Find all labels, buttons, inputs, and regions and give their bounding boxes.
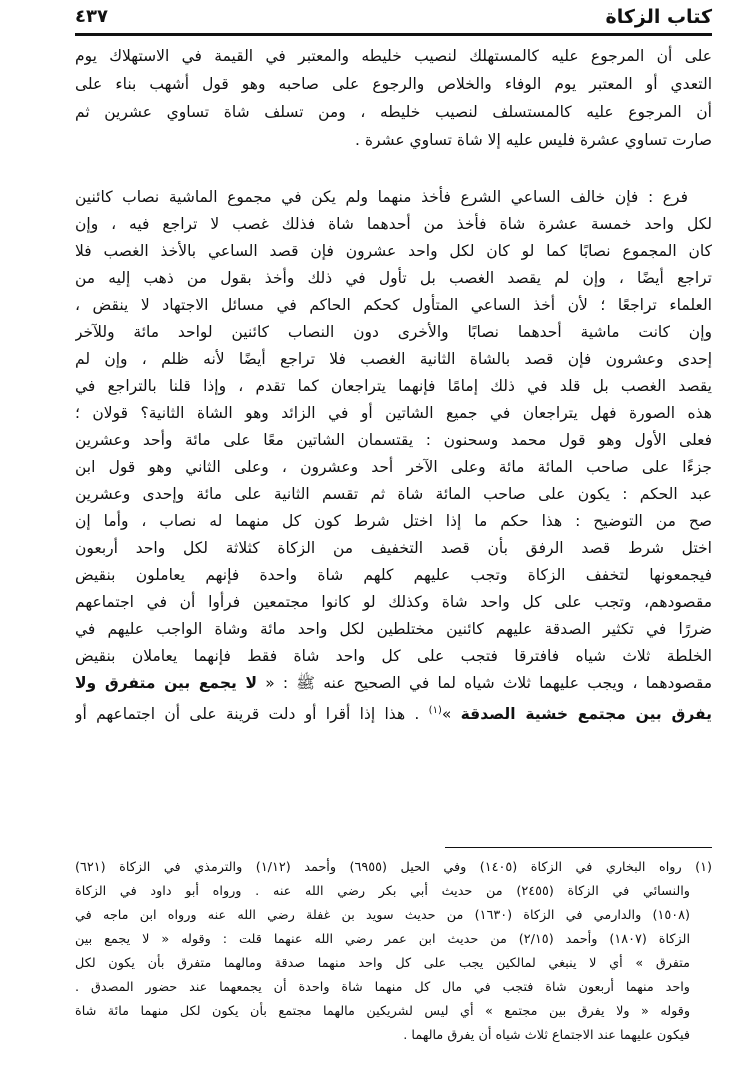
- footnote-line: (١٥٠٨) والدارمي في الزكاة (١٦٣٠) من حديث سويد بن غفلة رضي الله عنه ورواه ابن ماجه في: [75, 908, 690, 923]
- hadith-quote: لا يجمع بين متفرق ولا: [75, 674, 258, 692]
- text-line: فعلى الأول وهو قول محمد وسحنون : يقتسمان الشاتين معًا على مائة وأحد وعشرين: [75, 431, 712, 449]
- text-line: مقصودهم، وتجب على كل واحد شاة وكذلك لو كانوا مجتمعين فرأوا أن في اجتماعهم: [75, 593, 712, 611]
- quote-close: »: [441, 705, 452, 724]
- hadith-line-1: [75, 670, 712, 697]
- footnote-line: والنسائي في الزكاة (٢٤٥٥) من حديث أبي بكر رضي الله عنه . ورواه أبو داود في الزكاة: [75, 884, 690, 899]
- footnote-line: (١) رواه البخاري في الزكاة (١٤٠٥) وفي الحيل (٦٩٥٥) وأحمد (١/١٢) والترمذي في الزكاة (٦٢١): [75, 860, 712, 875]
- text-segment: مقصودهما ، ويجب عليهما ثلاث شياه لما في الصحيح عنه ﷺ : «: [265, 674, 712, 692]
- footnotes: [75, 856, 712, 1048]
- paragraph-1: [75, 42, 712, 154]
- text-line: الخلطة ثلاث شياه فافترقا فتجب على كل واحد شاة فقط فإنهما يعاملان بنقيض: [75, 647, 712, 665]
- text-line: وإن كانت ماشية أحدهما نصابًا والأخرى دون النصاب كائنين لواحد مائة وللآخر: [75, 323, 712, 341]
- text-line: صارت تساوي عشرة فليس عليه إلا شاة تساوي عشرة .: [354, 131, 712, 149]
- text-line: ضررًا في تكثير الصدقة عليهم كائنين مختلطين لكل واحد مائة وشاة الواجب عليهم في: [75, 620, 712, 638]
- text-line: لكل واحد خمسة عشرة شاة فأخذ من أحدهما شاة فذلك غصب لا تراجع فيه ، وإن: [75, 215, 712, 233]
- footnote-line: متفرق » أي لا ينبغي لمالكين يجب على كل واحد منهما صدقة ومالهما متفرق بأن يكون لكل: [75, 956, 690, 971]
- text-line: إحدى وعشرون فإن قصد بالشاة الثانية الغصب فلا تراجع أيضًا لأنه ظلم ، وإن لم: [75, 350, 712, 368]
- header-rule: [75, 33, 712, 36]
- footnote-ref[interactable]: (١): [428, 705, 442, 716]
- text-line: العلماء تراجعًا ؛ لأن أخذ الساعي المتأول كحكم الحاكم في مسائل الاجتهاد لا ينقض ،: [75, 296, 712, 314]
- text-line: كان المجموع نصابًا كما لو كان لكل واحد عشرون فإن قصد الساعي بالأخذ الغصب فلا: [75, 242, 712, 260]
- footnote-line: واحد منهما أربعون شاة فتجب في مال كل منهما شاة واحدة أن يجمعهما عند حضور المصدق .: [75, 980, 690, 995]
- hadith-line-2: [75, 697, 712, 724]
- text-line: تراجع أيضًا ، وإن لم يقصد الغصب بل تأول في ذلك وأخذ بقول من ذهب إليه من: [75, 269, 712, 287]
- footnote-separator: [445, 847, 712, 848]
- text-line: فرع : فإن خالف الساعي الشرع فأخذ منهما ولم يكن في مجموع الماشية نصاب كائنين: [75, 188, 688, 206]
- text-line: اختل شرط قصد الرفق بأن قصد التخفيف من الزكاة كثلاثة لكل واحد أربعون: [75, 539, 712, 557]
- chapter-title: كتاب الزكاة: [605, 6, 712, 28]
- footnote-line: الزكاة (١٨٠٧) وأحمد (٢/١٥) من حديث ابن عمر رضي الله عنهما قلت : وقوله « لا يجمع بين: [75, 932, 690, 947]
- footnote-line: فيكون عليهما عند الاجتماع ثلاث شياه أن يفرق مالهما .: [403, 1028, 690, 1043]
- hadith-quote: يفرق بين مجتمع خشية الصدقة: [460, 705, 712, 724]
- text-line: على أن المرجوع عليه كالمستهلك لنصيب خليطه والمعتبر في القيمة في الاستهلاك يوم: [75, 47, 712, 65]
- page-number: ٤٣٧: [75, 6, 108, 27]
- text-line: عبد الحكم : يكون على صاحب المائة شاة ثم تقسم الثانية على مائة وإحدى وعشرين: [75, 485, 712, 503]
- running-header: [75, 4, 712, 30]
- text-line: يقصد الغصب بل قلد في ذلك إمامًا فإنهما يتراجعان كما تقدم ، وإذا قلنا بالتراجع في: [75, 377, 712, 395]
- text-line: التعدي أو المعتبر يوم الوفاء والخلاص والرجوع على صاحبه وهو قول أشهب بناء على: [75, 75, 712, 93]
- text-line: هذه الصورة فهل يتراجعان في جميع الشاتين أو في الزائد وهو الشاة الثانية؟ قولان ؛: [75, 404, 712, 422]
- text-line: جزءًا على صاحب المائة مائة وعلى الآخر أحد وعشرون ، وعلى الثاني وهو قول ابن: [75, 458, 712, 476]
- paragraph-2: [75, 184, 712, 724]
- text-line: أن المرجوع عليه كالمستسلف لنصيب خليطه ، ومن تسلف شاة تساوي عشرين ثم: [75, 103, 712, 121]
- footnote-line: وقوله « ولا يفرق بين مجتمع » أي ليس لشريكين مالهما مجتمع بأن يكون لكل منهما مائة شاة: [75, 1004, 690, 1019]
- text-line: صح من التوضيح : هذا حكم ما إذا اختل شرط كون كل منهما له نصاب ، وأما إن: [75, 512, 712, 530]
- text-segment: . هذا إذا أقرا أو دلت قرينة على أن اجتماعهم أو: [75, 705, 420, 724]
- text-line: فيجمعونها لتخفف الزكاة وتجب عليهم كلهم شاة واحدة فإنهم يعاملون بنقيض: [75, 566, 712, 584]
